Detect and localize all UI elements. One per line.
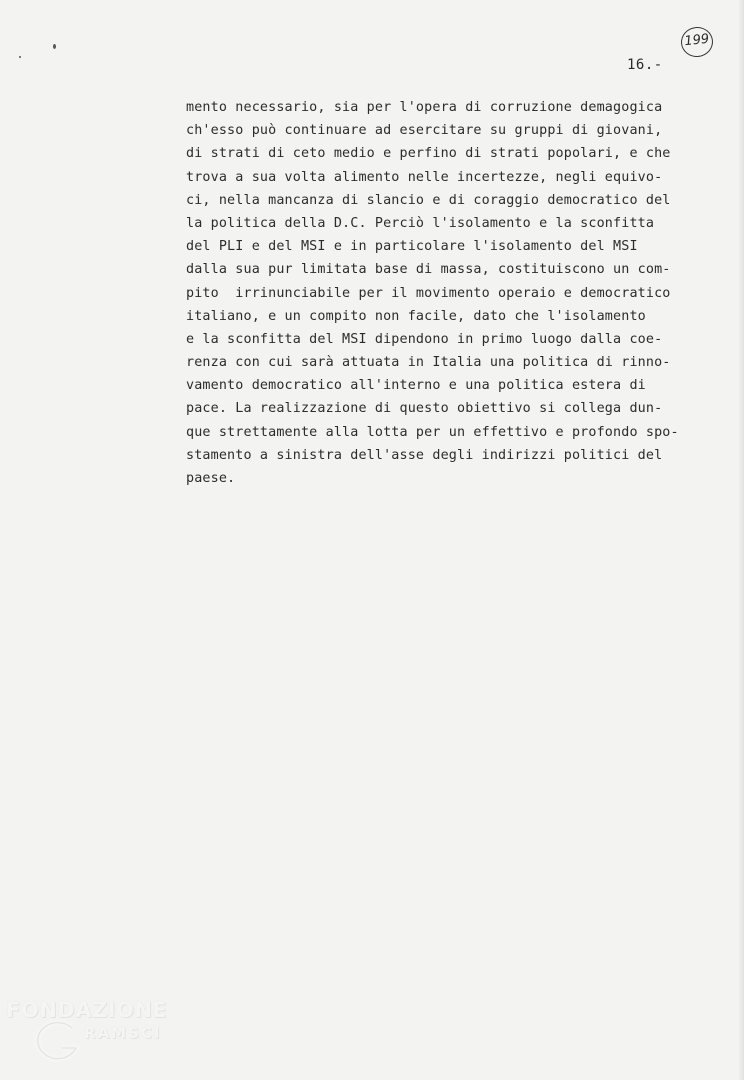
text-line: ch'esso può continuare ad esercitare su gruppi di giovani, <box>186 123 663 139</box>
watermark-line-1: FONDAZIONE <box>6 998 168 1022</box>
text-line: paese. <box>186 471 236 486</box>
text-line: pace. La realizzazione di questo obiettivo si collega dun- <box>186 401 663 417</box>
text-line: vamento democratico all'interno e una politica estera di <box>186 378 646 394</box>
text-line: que strettamente alla lotta per un effettivo e profondo spo- <box>186 424 679 440</box>
ink-speck <box>53 44 56 49</box>
watermark-line-2: RAMSCI <box>84 1024 162 1042</box>
text-line: la politica della D.C. Perciò l'isolamento e la sconfitta <box>186 215 655 231</box>
typed-body-text <box>186 96 706 490</box>
page-edge-shadow <box>738 0 744 1080</box>
text-line: dalla sua pur limitata base di massa, costituiscono un com- <box>186 262 671 278</box>
page-number: 16.- <box>627 57 663 73</box>
text-line: trova a sua volta alimento nelle incertezze, negli equivo- <box>186 169 663 185</box>
gramsci-g-logo-icon <box>32 1018 84 1064</box>
text-line: ci, nella mancanza di slancio e di coraggio democratico del <box>186 192 671 208</box>
text-line: del PLI e del MSI e in particolare l'isolamento del MSI <box>186 239 638 255</box>
text-line: pito irrinunciabile per il movimento operaio e democratico <box>186 285 671 301</box>
text-line: e la sconfitta del MSI dipendono in primo luogo dalla coe- <box>186 331 663 347</box>
text-line: stamento a sinistra dell'asse degli indirizzi politici del <box>186 447 663 463</box>
ink-speck <box>19 56 21 58</box>
text-line: di strati di ceto medio e perfino di strati popolari, e che <box>186 146 671 162</box>
text-line: renza con cui sarà attuata in Italia una politica di rinno- <box>186 355 671 371</box>
text-line: italiano, e un compito non facile, dato che l'isolamento <box>186 308 646 324</box>
archive-number-stamp: 199 <box>680 25 715 58</box>
text-line: mento necessario, sia per l'opera di corruzione demagogica <box>186 100 663 115</box>
fondazione-gramsci-watermark <box>6 998 186 1068</box>
